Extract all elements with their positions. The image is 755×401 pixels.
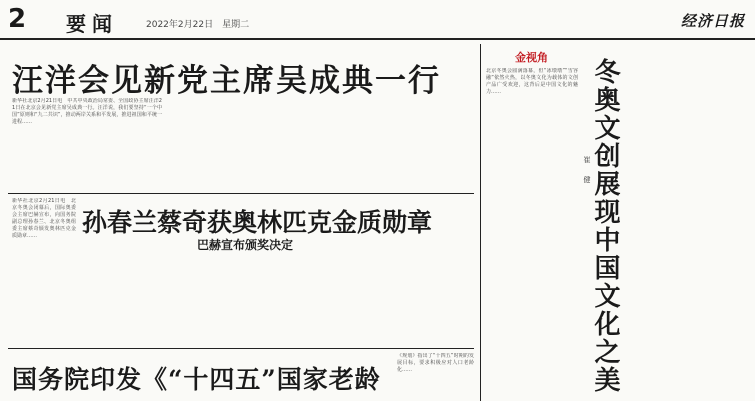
section-title: 要闻 — [66, 12, 118, 36]
article-divider — [8, 348, 474, 349]
medal-body-col4 — [322, 255, 474, 343]
council-headline: 国务院印发《“十四五”国家老龄 — [12, 365, 381, 394]
council-body: 《规划》指出了“十四五”时期的发展目标，要求积极应对人口老龄化…… — [397, 353, 474, 373]
lead-body-col3 — [326, 98, 474, 184]
medal-body-col2 — [82, 255, 197, 343]
newspaper-logo: 经济日报 — [680, 12, 745, 30]
page-number: 2 — [8, 4, 27, 34]
column-divider — [480, 44, 481, 401]
medal-headline: 孙春兰蔡奇获奥林匹克金质勋章 — [82, 208, 433, 237]
issue-date: 2022年2月22日 星期二 — [146, 20, 250, 30]
article-divider — [8, 193, 474, 194]
column-headline: 冬奥文创展现中国文化之美 — [590, 58, 620, 394]
medal-body-col3 — [202, 255, 317, 343]
lead-body: 新华社北京2月21日电 中共中央政治局常委、全国政协主席汪洋21日在北京会见新党主席吴成典一行。汪洋说，我们要坚持“一个中国”原则和“九二共识”，推动两岸关系和平发展，推进祖国和平统一进程…… — [12, 98, 162, 125]
masthead — [0, 0, 755, 40]
column-body: 北京冬奥会圆满落幕，但“冰墩墩”“雪容融”依然火热，以冬奥文化为载体的文创产品广受欢迎，这背后是中国文化的魅力…… — [486, 68, 578, 95]
column-tag: 金视角 — [515, 51, 548, 64]
column-body-col2 — [652, 46, 749, 398]
lead-headline: 汪洋会见新党主席吴成典一行 — [12, 63, 441, 99]
lead-body-col2 — [170, 98, 320, 184]
column-byline: 崔 健 — [583, 156, 591, 186]
medal-subheadline: 巴赫宣布颁奖决定 — [197, 238, 294, 252]
medal-body: 新华社北京2月21日电 北京冬奥会闭幕后，国际奥委会主席巴赫宣布，向国务院副总理孙春兰、北京冬奥组委主席蔡奇颁发奥林匹克金质勋章…… — [12, 198, 76, 239]
